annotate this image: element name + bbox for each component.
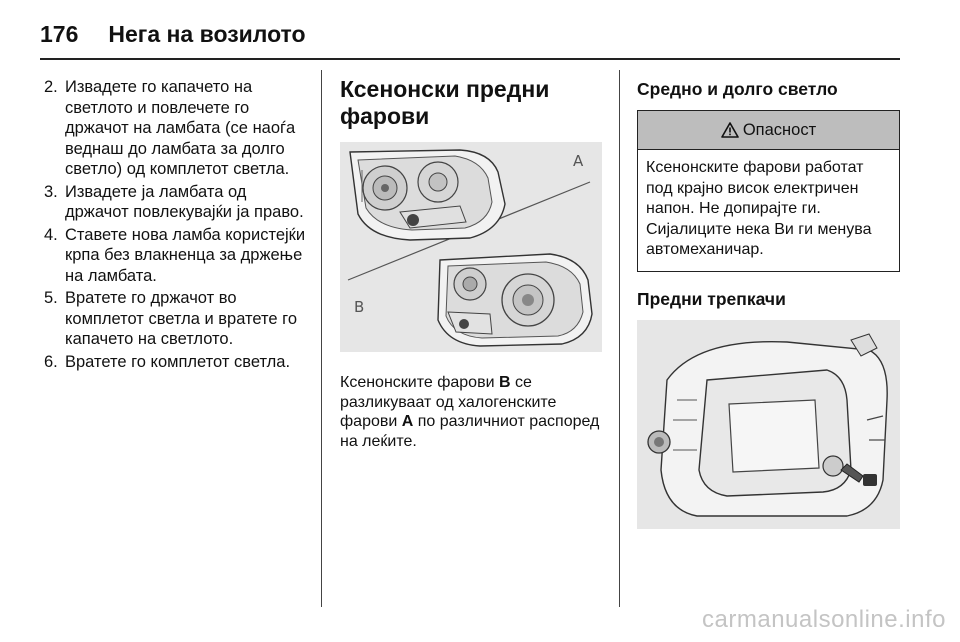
warning-text: Ксенонските фарови работат под крајно висок електричен напон. Не допирајте ги. Сијалиците нека Ви ги менува автомеханичар.: [646, 159, 872, 258]
column-divider-left: [321, 70, 322, 607]
middle-column: [340, 70, 602, 451]
section-title-xenon: Ксенонски предни фарови: [340, 76, 550, 129]
left-column: [44, 70, 306, 374]
step-item: 5. Вратете го држачот во комплетот светла и вратете го капачето на светлото.: [44, 289, 298, 348]
figure-label-b: B: [354, 298, 365, 316]
warning-header: [638, 111, 899, 150]
step-item: 2. Извадете го капачето на светлото и повлечете го држачот на ламбата (се наоѓа веднаш до ламбата за долго светло) од комплетот светла.: [44, 78, 296, 178]
page-header: [40, 14, 306, 54]
warning-title: Опасност: [742, 120, 817, 139]
header-rule: [40, 58, 900, 60]
xenon-headlamp-drawing: [438, 254, 592, 346]
warning-triangle-icon: [721, 122, 739, 138]
column-divider-right: [619, 70, 620, 607]
section-title-indicators: Предни трепкачи: [637, 288, 786, 309]
step-item: 6. Вратете го комплетот светла.: [44, 352, 291, 371]
warning-box: [637, 110, 900, 272]
section-title-beams: Средно и долго светло: [637, 79, 838, 99]
page-heading: Нега на возилото: [108, 20, 306, 47]
halogen-headlamp-drawing: [350, 150, 505, 240]
figure-caption: Ксенонските фарови B се разликуваат од халогенските фарови A по различниот распоред на леќите.: [340, 374, 600, 450]
step-list: [44, 77, 306, 372]
step-item: 3. Извадете ја ламбата од држачот повлекувајќи ја право.: [44, 182, 304, 221]
indicator-illustration: [637, 320, 900, 529]
step-item: 4. Ставете нова ламба користејќи крпа без влакненца за држење на ламбата.: [44, 225, 306, 285]
page-number: 176: [40, 20, 79, 47]
headlamp-comparison-figure: [340, 142, 602, 352]
headlamp-illustration: [340, 142, 602, 352]
figure-label-a: A: [573, 152, 584, 170]
right-column: [637, 70, 900, 529]
indicator-figure: [637, 320, 900, 529]
watermark: carmanualsonline.info: [702, 606, 946, 633]
